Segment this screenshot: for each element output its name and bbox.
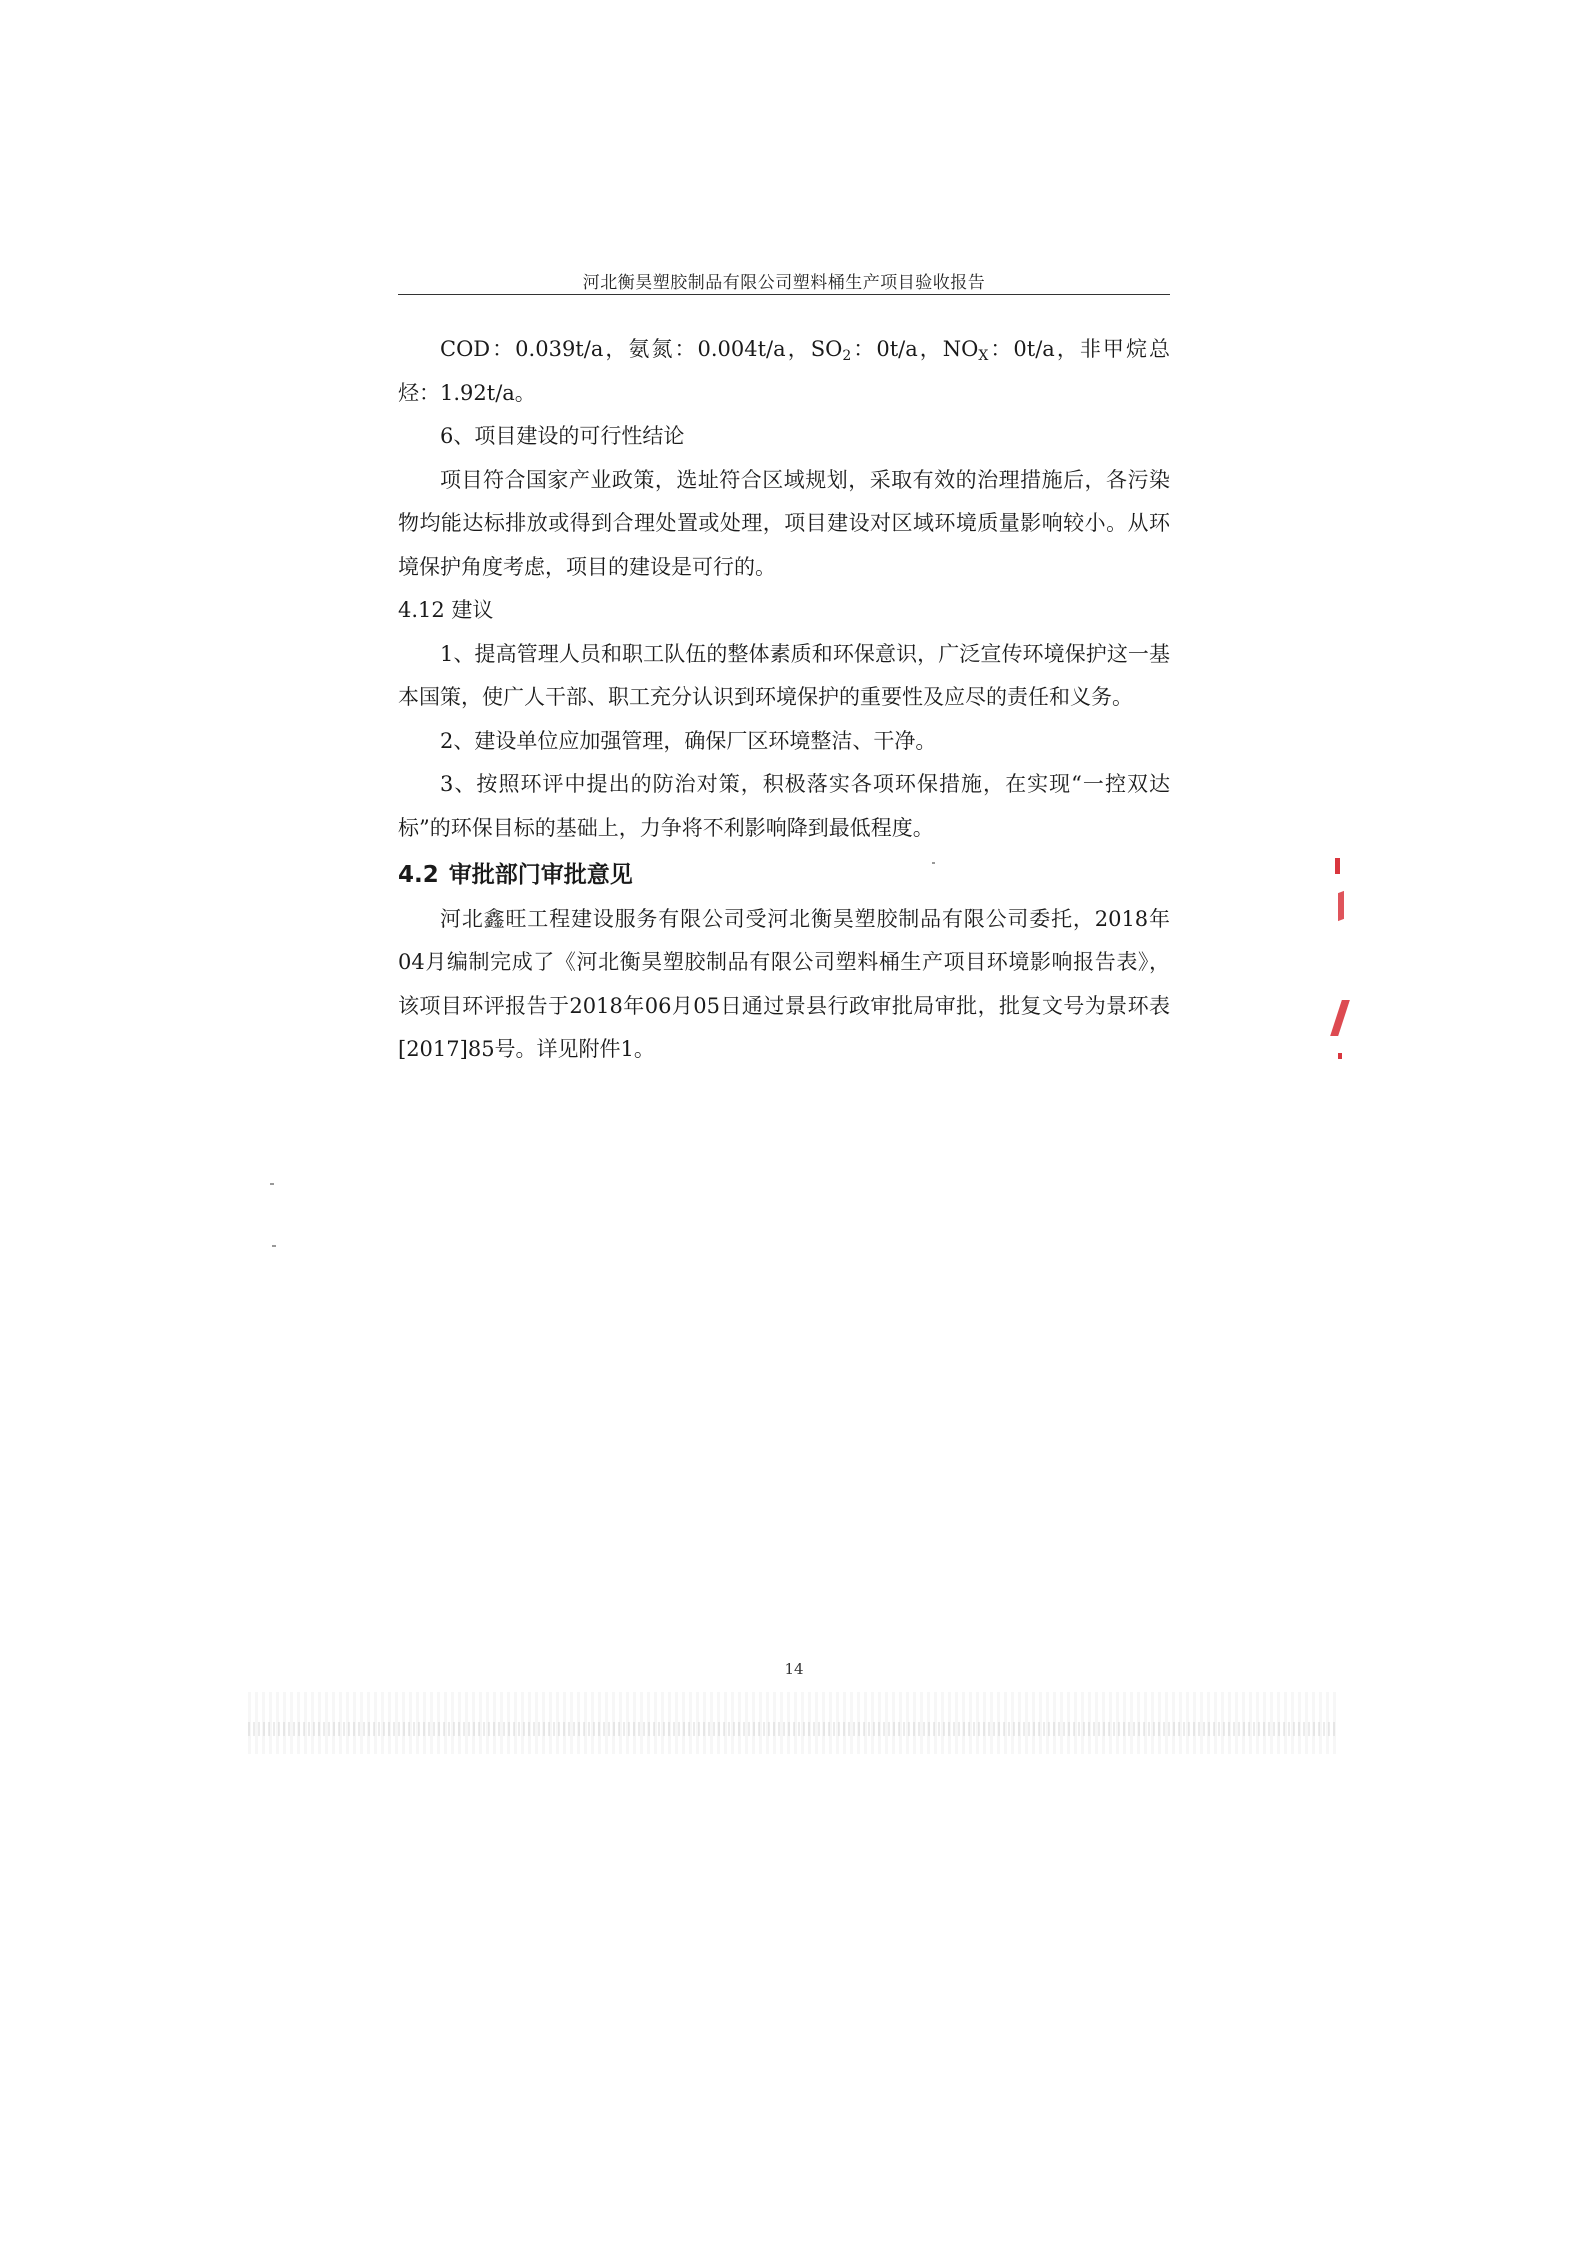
suggestion-item: 3、按照环评中提出的防治对策，积极落实各项环保措施，在实现“一控双达标”的环保目标的基础上，力争将不利影响降到最低程度。 xyxy=(398,772,1170,840)
scan-noise-line xyxy=(248,1722,1338,1736)
section-heading xyxy=(398,854,1170,898)
seal-edge-mark xyxy=(1335,858,1340,874)
section-number: 4.2 xyxy=(398,862,439,888)
nox-value: ：0t/a， xyxy=(988,337,1080,361)
ammonia-value: 氨氮：0.004t/a， xyxy=(628,337,811,361)
nox-label: NO xyxy=(942,337,979,361)
header-rule xyxy=(398,294,1170,295)
body-content xyxy=(398,328,1170,1072)
so2-label: SO xyxy=(810,337,843,361)
so2-subscript: 2 xyxy=(842,348,852,364)
suggestion-item: 1、提高管理人员和职工队伍的整体素质和环保意识，广泛宣传环境保护这一基本国策，使广人干部、职工充分认识到环境保护的重要性及应尽的责任和义务。 xyxy=(398,641,1170,709)
suggestion-heading: 4.12 建议 xyxy=(398,598,494,622)
page-number: 14 xyxy=(784,1660,804,1678)
seal-edge-mark xyxy=(1330,1000,1350,1036)
scan-speck xyxy=(272,1245,276,1247)
seal-edge-mark xyxy=(1338,891,1344,921)
scan-speck xyxy=(932,862,935,864)
so2-value: ：0t/a， xyxy=(851,337,943,361)
cod-value: COD：0.039t/a， xyxy=(440,337,629,361)
conclusion-paragraph: 项目符合国家产业政策，选址符合区域规划，采取有效的治理措施后，各污染物均能达标排放或得到合理处置或处理，项目建设对区域环境质量影响较小。从环境保护角度考虑，项目的建设是可行的。 xyxy=(398,467,1170,579)
running-header: 河北衡昊塑胶制品有限公司塑料桶生产项目验收报告 xyxy=(582,273,986,293)
emissions-line xyxy=(398,328,1170,415)
suggestion-item: 2、建设单位应加强管理，确保厂区环境整洁、干净。 xyxy=(440,728,937,753)
conclusion-heading: 6、项目建设的可行性结论 xyxy=(440,424,685,448)
section-title: 审批部门审批意见 xyxy=(448,862,633,888)
scan-speck xyxy=(270,1183,274,1185)
nmhc-value: 非甲烷总烃：1.92t/a。 xyxy=(398,337,1170,405)
seal-edge-mark xyxy=(1338,1053,1342,1059)
nox-subscript: X xyxy=(978,348,989,364)
approval-paragraph: 河北鑫旺工程建设服务有限公司受河北衡昊塑胶制品有限公司委托，2018年04月编制完成了《河北衡昊塑胶制品有限公司塑料桶生产项目环境影响报告表》，该项目环评报告于2018年06月05日通过景县行政审批局审批，批复文号为景环表[2017]85号。详见附件1。 xyxy=(398,906,1170,1061)
